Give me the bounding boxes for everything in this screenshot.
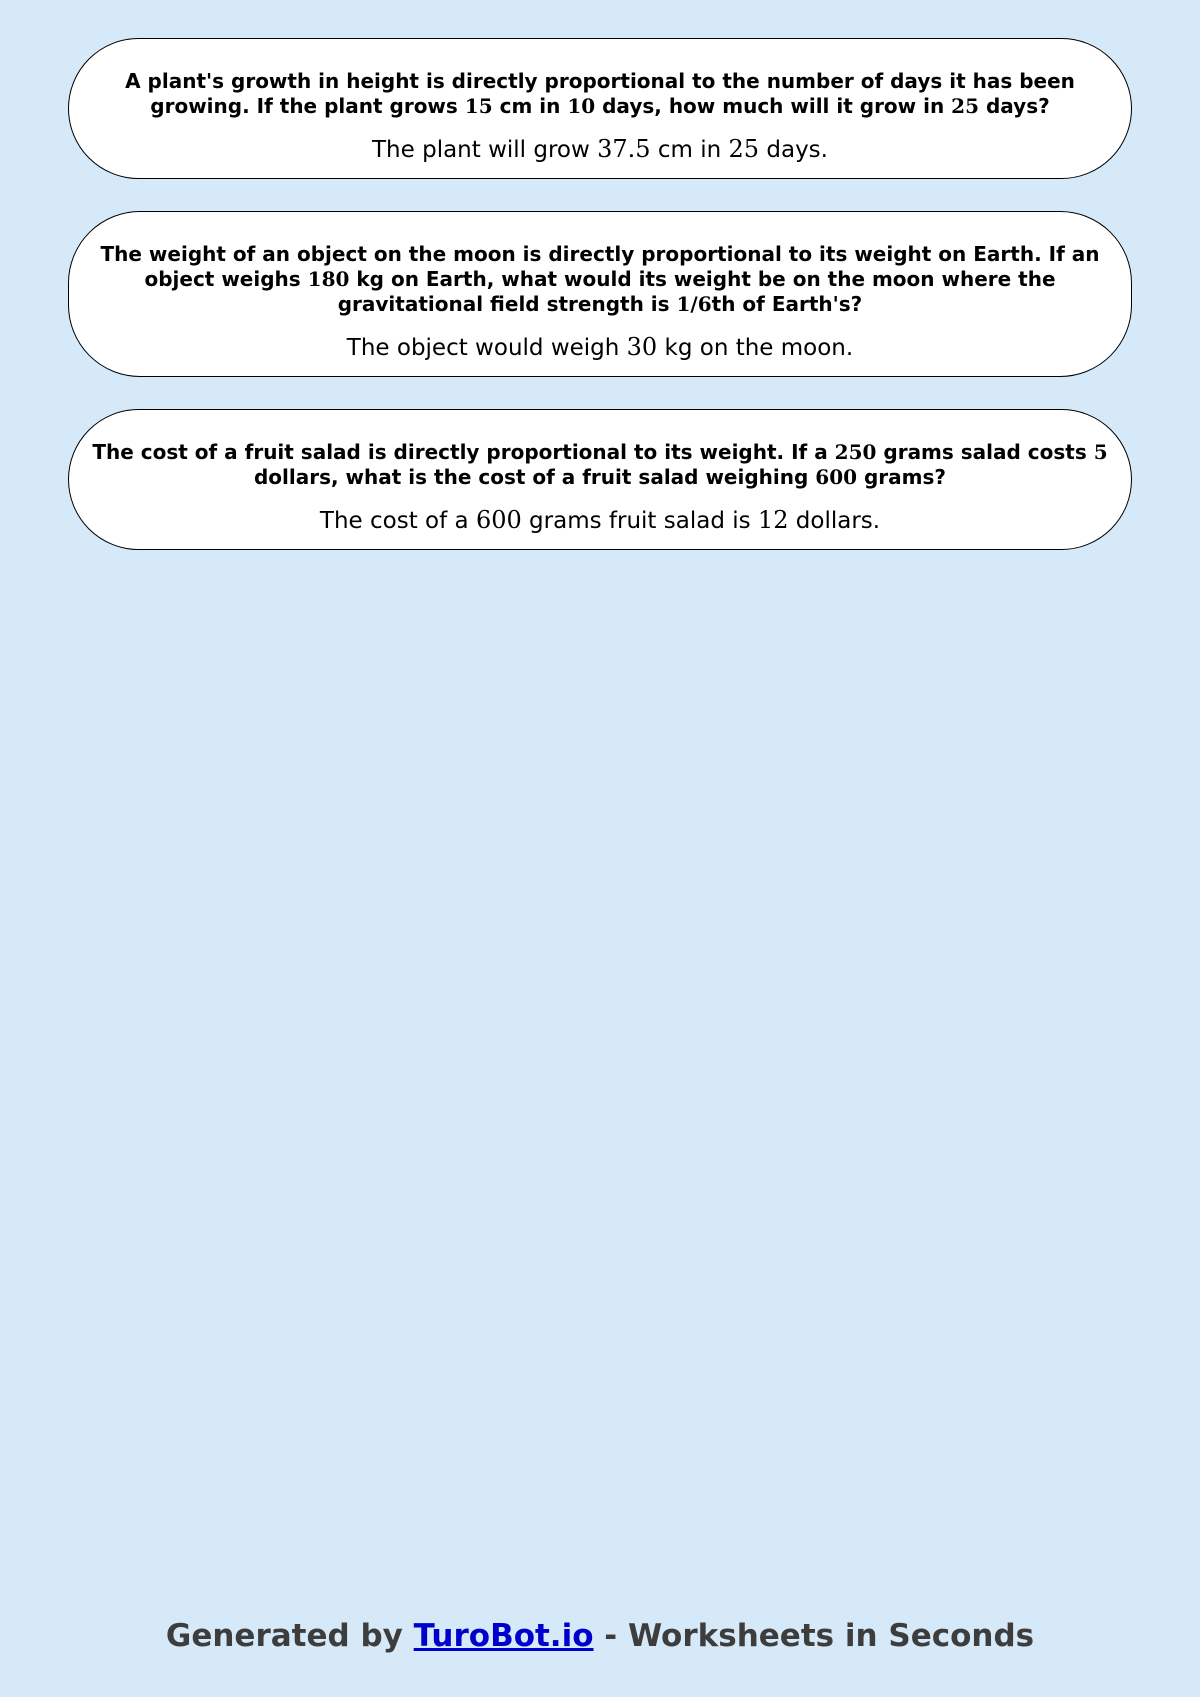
footer-prefix: Generated by bbox=[165, 1618, 414, 1654]
question-text-part: th of Earth's? bbox=[711, 292, 863, 316]
answer-text-part: The object would weigh bbox=[346, 335, 627, 361]
question-text bbox=[91, 69, 1109, 119]
worksheet-cards bbox=[68, 38, 1132, 582]
answer-text-part: The cost of a bbox=[319, 508, 476, 534]
question-number: 180 bbox=[307, 267, 350, 291]
question-number: 250 bbox=[834, 440, 877, 464]
question-text-part: The weight of an object on the moon is directly proportional to its weight on Earth. If an object weighs bbox=[100, 242, 1100, 291]
question-text bbox=[91, 440, 1109, 490]
question-number: 10 bbox=[567, 94, 596, 118]
answer-text-part: The plant will grow bbox=[372, 137, 598, 163]
answer-text-part: kg on the moon. bbox=[657, 335, 854, 361]
answer-text-part: cm in bbox=[650, 137, 729, 163]
answer-text bbox=[91, 135, 1109, 164]
question-text-part: cm in bbox=[492, 94, 568, 118]
problem-card-1 bbox=[68, 38, 1132, 179]
question-number: 600 bbox=[815, 465, 858, 489]
question-text bbox=[91, 242, 1109, 317]
answer-text-part: dollars. bbox=[788, 508, 881, 534]
answer-number: 25 bbox=[728, 135, 760, 163]
footer-credit bbox=[0, 1618, 1200, 1654]
question-text-part: days? bbox=[979, 94, 1050, 118]
turobot-link[interactable]: TuroBot.io bbox=[413, 1618, 594, 1654]
answer-number: 12 bbox=[757, 506, 789, 534]
answer-number: 37.5 bbox=[597, 135, 651, 163]
question-text-part: dollars, what is the cost of a fruit salad weighing bbox=[253, 465, 816, 489]
question-text-part: kg on Earth, what would its weight be on the moon where the gravitational field strength is bbox=[337, 267, 1056, 316]
question-number: 15 bbox=[464, 94, 493, 118]
question-text-part: The cost of a fruit salad is directly proportional to its weight. If a bbox=[92, 440, 835, 464]
question-text-part: grams salad costs bbox=[876, 440, 1094, 464]
answer-text bbox=[91, 506, 1109, 535]
question-number: 25 bbox=[951, 94, 980, 118]
answer-number: 600 bbox=[475, 506, 522, 534]
answer-text-part: days. bbox=[759, 137, 828, 163]
answer-text-part: grams fruit salad is bbox=[521, 508, 758, 534]
question-text-part: A plant's growth in height is directly proportional to the number of days it has been growing. If the plant grows bbox=[125, 69, 1075, 118]
problem-card-2 bbox=[68, 211, 1132, 377]
question-text-part: days, how much will it grow in bbox=[595, 94, 952, 118]
question-number: 5 bbox=[1093, 440, 1108, 464]
question-text-part: grams? bbox=[857, 465, 947, 489]
answer-number: 30 bbox=[626, 333, 658, 361]
footer-suffix: - Worksheets in Seconds bbox=[593, 1618, 1035, 1654]
question-number: 1/6 bbox=[676, 292, 712, 316]
answer-text bbox=[91, 333, 1109, 362]
problem-card-3 bbox=[68, 409, 1132, 550]
